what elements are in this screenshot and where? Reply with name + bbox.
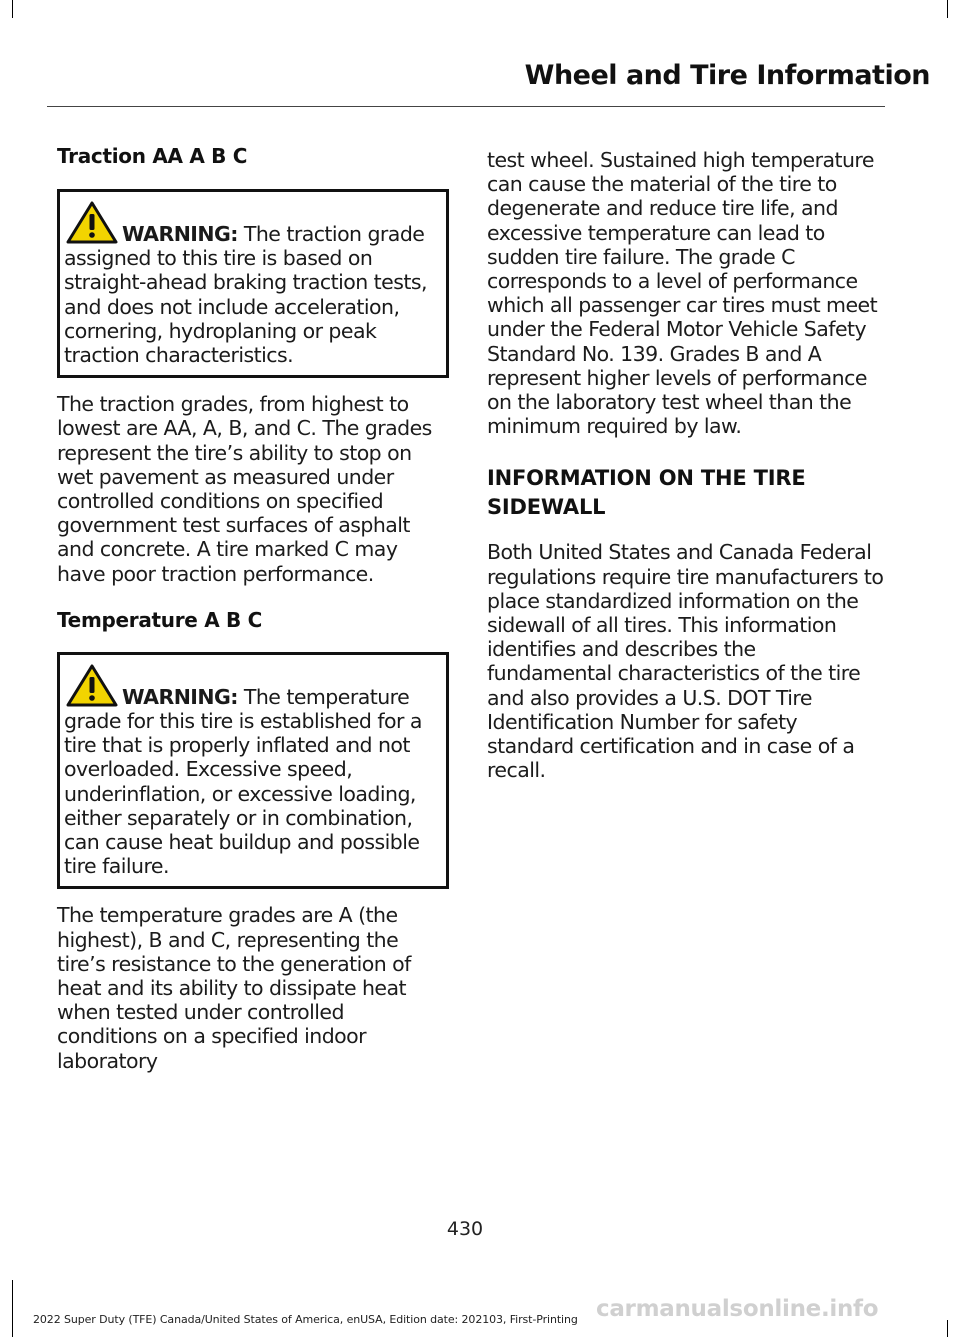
warning-triangle-icon	[66, 664, 118, 708]
crop-mark-top-right-v	[947, 0, 948, 18]
traction-warning-text	[64, 222, 440, 367]
crop-mark-bottom-right-v	[947, 1320, 948, 1337]
traction-heading: Traction AA A B C	[57, 144, 248, 168]
page-number: 430	[446, 1218, 484, 1240]
traction-warning-box	[57, 189, 449, 378]
page-title: Wheel and Tire Information	[524, 60, 930, 91]
left-column	[57, 144, 449, 1073]
traction-warning-body: The traction grade assigned to this tire is based on straight-ahead braking traction tests, and does not include acceleration, cornering, hydroplaning or peak traction characteristics.	[64, 222, 427, 368]
warning-label: WARNING:	[122, 684, 238, 709]
sidewall-paragraph: Both United States and Canada Federal regulations require tire manufacturers to place standardized information on the sidewall of all tires. This information identifies and describes the fundamental characteristics of the tire and also provides a U.S. DOT Tire Identification Number for safety standard certification and in case of a recall.	[487, 540, 884, 783]
temperature-warning-body: The temperature grade for this tire is established for a tire that is properly inflated and not overloaded. Excessive speed, underinflation, or excessive loading, either separately or in combination, can cause heat buildup and possible tire failure.	[64, 684, 422, 879]
watermark: carmanualsonline.info	[596, 1296, 879, 1322]
temperature-warning-text	[64, 685, 440, 879]
title-divider	[47, 106, 885, 107]
temperature-warning-box	[57, 652, 449, 890]
crop-mark-top-left-v	[12, 0, 13, 18]
sidewall-section-heading: INFORMATION ON THE TIRE SIDEWALL	[487, 466, 806, 520]
warning-label: WARNING:	[122, 222, 238, 246]
traction-paragraph: The traction grades, from highest to lowest are AA, A, B, and C. The grades represent the tire’s ability to stop on wet pavement as measured under controlled conditions on specified government test surfaces of asphalt and concrete. A tire marked C may have poor traction performance.	[57, 392, 432, 586]
temperature-heading: Temperature A B C	[57, 607, 263, 632]
edition-footer: 2022 Super Duty (TFE) Canada/United States of America, enUSA, Edition date: 202103, First-Printing	[33, 1313, 578, 1326]
right-column	[487, 144, 885, 782]
temperature-paragraph-continued: test wheel. Sustained high temperature can cause the material of the tire to degenerate and reduce tire life, and excessive temperature can lead to sudden tire failure. The grade C corresponds to a level of performance which all passenger car tires must meet under the Federal Motor Vehicle Safety Standard No. 139. Grades B and A represent higher levels of performance on the laboratory test wheel than the minimum required by law.	[487, 148, 878, 439]
warning-triangle-icon	[66, 201, 118, 245]
temperature-paragraph: The temperature grades are A (the highest), B and C, representing the tire’s resistance to the generation of heat and its ability to dissipate heat when tested under controlled conditions on a specified indoor laboratory	[57, 903, 411, 1073]
crop-mark-bottom-left-v	[12, 1280, 13, 1337]
